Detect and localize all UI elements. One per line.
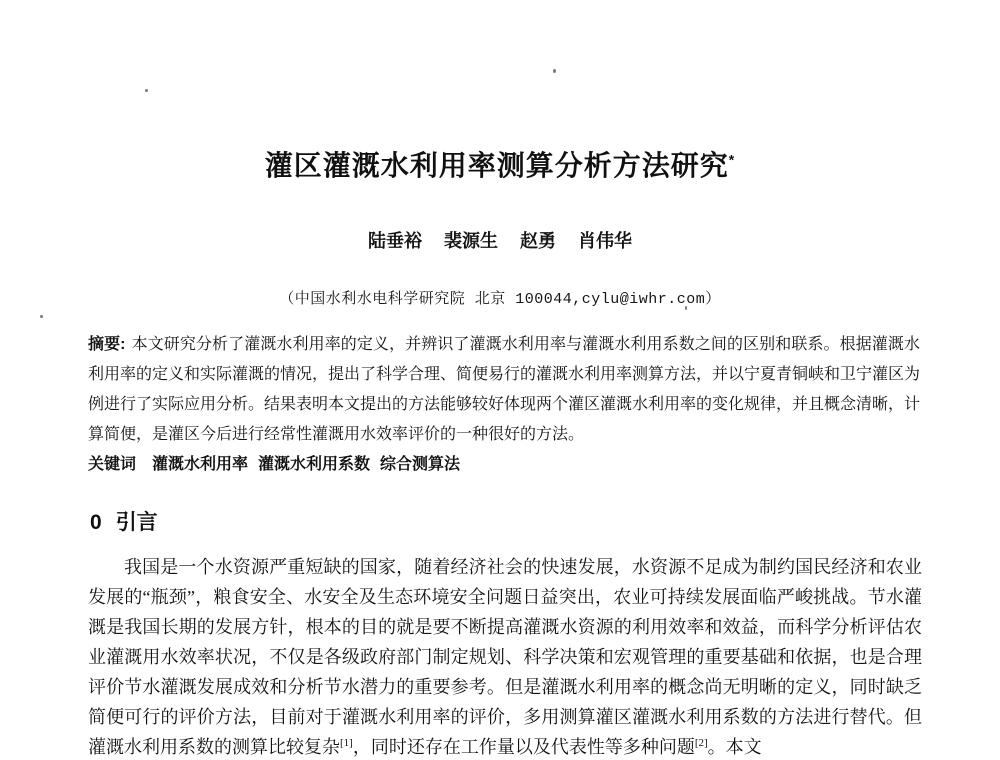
author-name: 肖伟华 bbox=[578, 231, 632, 251]
authors-line bbox=[0, 227, 1000, 253]
abstract-paragraph bbox=[88, 330, 920, 450]
paper-title bbox=[0, 144, 1000, 184]
affiliation-line: （中国水利水电科学研究院 北京 100044,cylu@iwhr.com） bbox=[279, 291, 721, 308]
scan-speck bbox=[553, 69, 556, 73]
keywords-line bbox=[88, 450, 920, 480]
title-footnote-marker: * bbox=[728, 151, 736, 168]
intro-text-3: 。本文 bbox=[707, 737, 762, 757]
scan-speck bbox=[145, 89, 148, 92]
scan-speck bbox=[40, 315, 43, 318]
abstract-text: 本文研究分析了灌溉水利用率的定义，并辨识了灌溉水利用率与灌溉水利用系数之间的区别和联系。根据灌溉水利用率的定义和实际灌溉的情况，提出了科学合理、简便易行的灌溉水利用率测算方法，并以宁夏青铜峡和卫宁灌区为例进行了实际应用分析。结果表明本文提出的方法能够较好体现两个灌区灌溉水利用率的变化规律，并且概念清晰，计算简便，是灌区今后进行经常性灌溉用水效率评价的一种很好的方法。 bbox=[88, 336, 921, 443]
paper-title-text: 灌区灌溉水利用率测算分析方法研究 bbox=[264, 150, 729, 181]
intro-paragraph bbox=[88, 552, 922, 760]
author-name: 赵勇 bbox=[520, 231, 556, 251]
keywords-terms: 灌溉水利用率 灌溉水利用系数 综合测算法 bbox=[152, 456, 461, 473]
keywords-label: 关键词 bbox=[88, 456, 137, 473]
intro-text-2: ，同时还存在工作量以及代表性等多种问题 bbox=[352, 737, 695, 757]
citation-ref-2: [2] bbox=[694, 737, 708, 749]
author-name: 陆垂裕 bbox=[368, 231, 422, 251]
citation-ref-1: [1] bbox=[340, 737, 353, 749]
section-title: 引言 bbox=[115, 511, 158, 534]
section-number: 0 bbox=[90, 511, 102, 534]
intro-text-1: 我国是一个水资源严重短缺的国家，随着经济社会的快速发展，水资源不足成为制约国民经济和农业发展的“瓶颈”，粮食安全、水安全及生态环境安全问题日益突出，农业可持续发展面临严峻挑战。节水灌溉是我国长期的发展方针，根本的目的就是要不断提高灌溉水资源的利用效率和效益，而科学分析评估农业灌溉用水效率状况，不仅是各级政府部门制定规划、科学决策和宏观管理的重要基础和依据，也是合理评价节水灌溉发展成效和分析节水潜力的重要参考。但是灌溉水利用率的概念尚无明晰的定义，同时缺乏简便可行的评价方法，目前对于灌溉水利用率的评价，多用测算灌区灌溉水利用系数的方法进行替代。但灌溉水利用系数的测算比较复杂 bbox=[88, 557, 922, 757]
abstract-label: 摘要: bbox=[88, 336, 126, 353]
section-heading-introduction bbox=[90, 506, 158, 536]
author-name: 裴源生 bbox=[444, 231, 498, 251]
